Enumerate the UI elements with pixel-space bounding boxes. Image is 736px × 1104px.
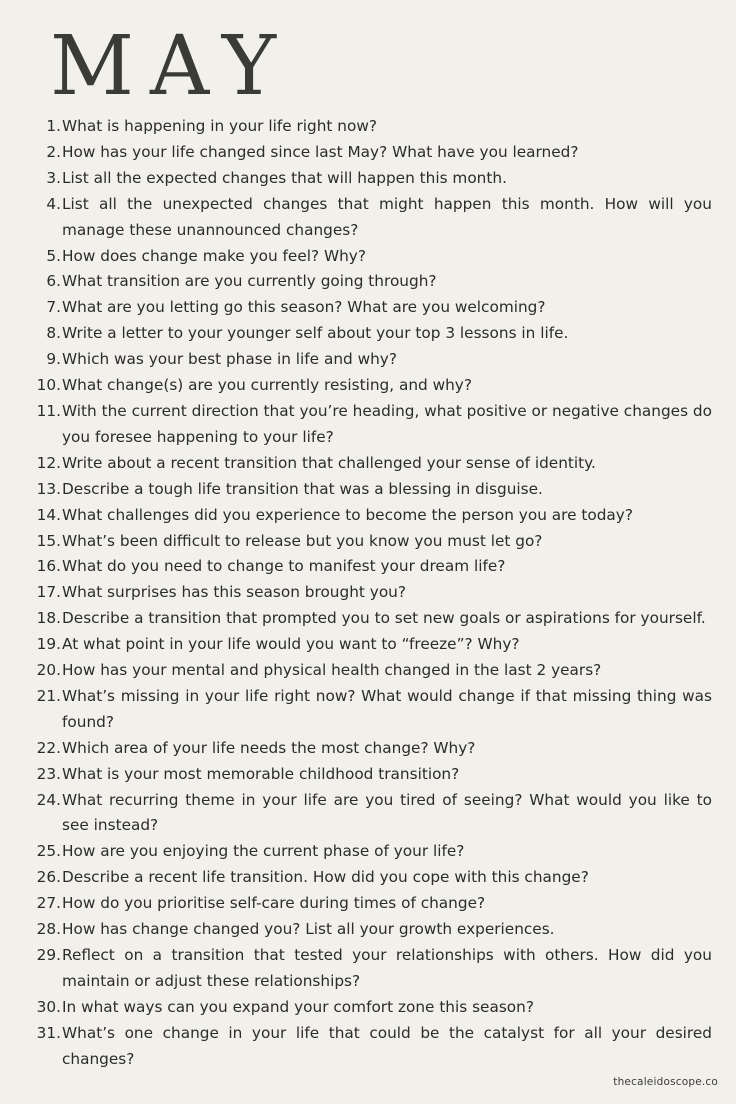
prompt-number: 7.	[46, 298, 61, 317]
prompt-number: 2.	[46, 142, 61, 161]
prompt-text: What is happening in your life right now?	[62, 117, 377, 135]
prompt-item-29	[30, 943, 712, 995]
prompt-text: What do you need to change to manifest your dream life?	[62, 557, 506, 576]
prompt-number: 22.	[36, 738, 61, 757]
prompt-item-28	[30, 917, 712, 943]
prompt-number: 10.	[36, 376, 61, 395]
prompt-number: 14.	[36, 505, 61, 524]
prompt-text: Reflect on a transition that tested your relationships with others. How did you maintain or adjust these relationships?	[62, 946, 712, 990]
prompt-number: 25.	[36, 842, 61, 861]
page-title: MAY	[50, 19, 292, 114]
prompt-item-17	[30, 580, 712, 606]
prompt-text: How are you enjoying the current phase of your life?	[62, 842, 465, 861]
prompt-number: 16.	[36, 557, 61, 576]
prompt-number: 23.	[36, 764, 61, 783]
prompt-item-9	[30, 347, 712, 373]
prompt-text: Which was your best phase in life and why?	[62, 350, 397, 369]
prompt-text: How has your mental and physical health changed in the last 2 years?	[62, 661, 602, 680]
prompt-text: Write about a recent transition that challenged your sense of identity.	[62, 453, 596, 472]
prompt-item-18	[30, 606, 712, 632]
prompt-text: What’s one change in your life that could be the catalyst for all your desired changes?	[62, 1023, 712, 1068]
prompt-number: 21.	[36, 686, 61, 705]
prompt-text: Describe a transition that prompted you to set new goals or aspirations for yourself.	[62, 609, 706, 628]
prompt-text: What transition are you currently going through?	[62, 272, 437, 291]
prompt-number: 15.	[36, 531, 61, 550]
prompt-text: Describe a tough life transition that was a blessing in disguise.	[62, 479, 543, 498]
prompt-item-21	[30, 684, 712, 736]
prompt-item-24	[30, 788, 712, 840]
prompt-text: In what ways can you expand your comfort zone this season?	[62, 997, 534, 1016]
prompt-number: 1.	[46, 117, 61, 135]
prompt-item-25	[30, 839, 712, 865]
prompt-item-22	[30, 736, 712, 762]
prompt-item-26	[30, 865, 712, 891]
prompt-item-12	[30, 451, 712, 477]
prompt-item-15	[30, 529, 712, 555]
prompt-text: How do you prioritise self-care during times of change?	[62, 894, 486, 913]
prompt-text: How has your life changed since last May? What have you learned?	[62, 142, 579, 161]
prompt-text: List all the expected changes that will happen this month.	[62, 168, 507, 187]
prompt-item-16	[30, 554, 712, 580]
prompt-number: 30.	[36, 997, 61, 1016]
prompt-text: What are you letting go this season? What are you welcoming?	[62, 298, 546, 317]
prompt-item-6	[30, 269, 712, 295]
prompt-item-30	[30, 995, 712, 1021]
prompt-list	[30, 114, 712, 1073]
prompt-text: What’s been difficult to release but you know you must let go?	[62, 531, 543, 550]
prompt-item-7	[30, 295, 712, 321]
prompt-number: 27.	[36, 894, 61, 913]
prompt-text: What’s missing in your life right now? What would change if that missing thing was found?	[62, 686, 712, 731]
prompt-item-8	[30, 321, 712, 347]
prompt-item-19	[30, 632, 712, 658]
prompt-text: What is your most memorable childhood transition?	[62, 764, 460, 783]
prompt-text: Write a letter to your younger self about your top 3 lessons in life.	[62, 324, 569, 343]
prompt-number: 6.	[46, 272, 61, 291]
prompt-text: Describe a recent life transition. How did you cope with this change?	[62, 868, 589, 887]
prompt-item-1	[30, 114, 712, 140]
prompt-text: List all the unexpected changes that might happen this month. How will you manage these unannounced changes?	[62, 194, 712, 239]
prompt-item-31	[30, 1021, 712, 1073]
prompt-number: 17.	[36, 583, 61, 602]
prompt-item-5	[30, 244, 712, 270]
prompt-number: 8.	[46, 324, 61, 343]
prompt-item-4	[30, 192, 712, 244]
prompt-number: 18.	[36, 609, 61, 628]
prompt-number: 5.	[46, 246, 61, 265]
prompt-item-23	[30, 762, 712, 788]
prompt-item-13	[30, 477, 712, 503]
prompt-item-11	[30, 399, 712, 451]
prompt-item-10	[30, 373, 712, 399]
prompt-text: What surprises has this season brought you?	[62, 583, 406, 602]
prompt-number: 31.	[36, 1023, 61, 1042]
prompt-number: 24.	[36, 790, 61, 809]
prompt-text: With the current direction that you’re heading, what positive or negative changes do you foresee happening to your life?	[62, 401, 712, 446]
prompt-item-3	[30, 166, 712, 192]
prompt-number: 28.	[36, 920, 61, 939]
prompt-text: How does change make you feel? Why?	[62, 246, 366, 265]
prompt-number: 13.	[36, 479, 61, 498]
prompt-item-14	[30, 503, 712, 529]
prompt-number: 29.	[36, 946, 61, 964]
prompt-item-27	[30, 891, 712, 917]
prompt-text: What recurring theme in your life are you tired of seeing? What would you like to see instead?	[62, 790, 712, 835]
prompt-text: What change(s) are you currently resisting, and why?	[62, 376, 472, 395]
prompt-number: 9.	[46, 350, 61, 369]
prompt-number: 12.	[36, 453, 61, 472]
prompt-number: 20.	[36, 661, 61, 680]
site-credit: thecaleidoscope.co	[613, 1076, 718, 1088]
prompt-text: Which area of your life needs the most change? Why?	[62, 738, 476, 757]
prompt-number: 26.	[36, 868, 61, 887]
prompt-text: At what point in your life would you want to “freeze”? Why?	[62, 635, 520, 654]
prompt-number: 3.	[46, 168, 61, 187]
prompt-item-20	[30, 658, 712, 684]
prompt-number: 11.	[36, 401, 61, 420]
prompt-item-2	[30, 140, 712, 166]
prompt-number: 19.	[36, 635, 61, 654]
prompt-text: What challenges did you experience to become the person you are today?	[62, 505, 633, 524]
prompt-text: How has change changed you? List all your growth experiences.	[62, 920, 555, 939]
prompt-number: 4.	[46, 194, 61, 213]
